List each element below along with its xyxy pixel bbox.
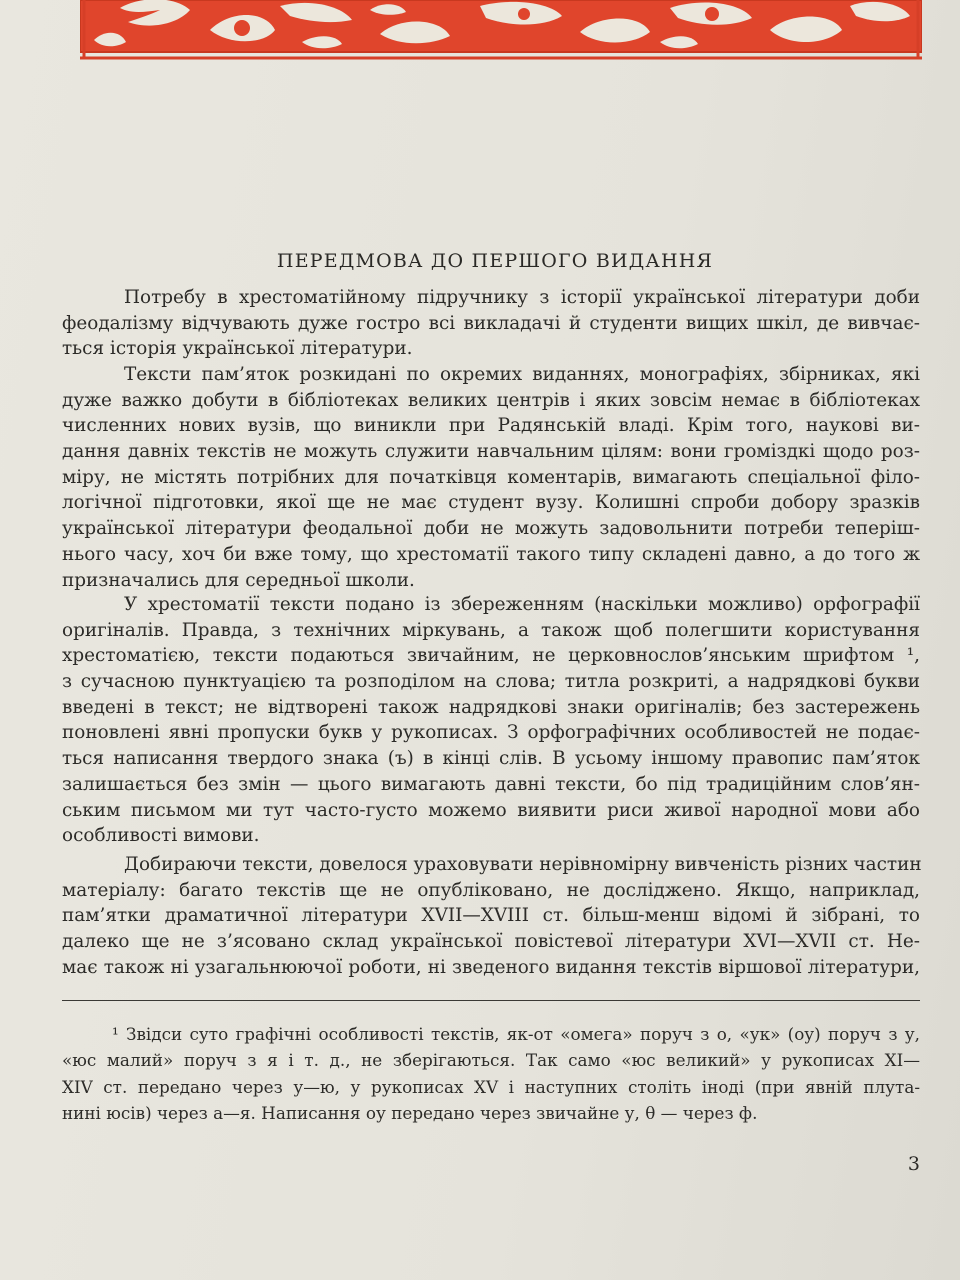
text-line: дуже важко добути в бібліотеках великих центрів і яких зовсім немає в бібліотеках [62, 389, 920, 411]
decorative-ornament-banner [80, 0, 922, 66]
footnote-divider [62, 1000, 920, 1001]
text-line: Потребу в хрестоматійному підручнику з історії української літератури доби [124, 287, 920, 308]
text-line: української літератури феодальної доби не можуть задовольнити потреби теперіш- [62, 518, 920, 540]
text-line: матеріалу: багато текстів ще не опубліковано, не досліджено. Якщо, наприклад, [62, 879, 920, 901]
paragraph-3 [62, 592, 920, 849]
text-line: феодалізму відчувають дуже гостро всі викладачі й студенти вищих шкіл, де вивчає- [62, 312, 920, 334]
text-line: призначались для середньої школи. [62, 569, 415, 591]
text-line: ться написання твердого знака (ъ) в кінці слів. В усьому іншому правопис пам’яток [62, 748, 920, 770]
text-line: особливості вимови. [62, 825, 260, 847]
text-line: хрестоматією, тексти подаються звичайним, не церковнослов’янським шрифтом ¹, [62, 645, 920, 667]
footnote-line: «юс малий» поруч з я і т. д., не зберігаються. Так само «юс великий» у рукописах XI— [62, 1050, 920, 1071]
text-line: міру, не містять потрібних для початківця коментарів, вимагають спеціальної філо- [62, 466, 920, 488]
text-line: Добираючи тексти, довелося ураховувати нерівномірну вивченість різних частин [124, 854, 922, 875]
text-line: У хрестоматії тексти подано із збереженням (наскільки можливо) орфографії [124, 594, 920, 615]
footnote [62, 1021, 920, 1126]
text-line: пам’ятки драматичної літератури XVII—XVIII ст. більш-менш відомі й зібрані, то [62, 905, 920, 927]
text-line: має також ні узагальнюючої роботи, ні зведеного видання текстів віршової літератури, [62, 956, 920, 978]
text-line: логічної підготовки, якої ще не має студент вузу. Колишні спроби добору зразків [62, 492, 920, 514]
paragraph-2 [62, 362, 920, 593]
text-line: залишається без змін — цього вимагають давні тексти, бо під традиційним слов’ян- [62, 773, 920, 795]
page-heading: ПЕРЕДМОВА ДО ПЕРШОГО ВИДАННЯ [276, 250, 714, 272]
paragraph-1 [62, 285, 920, 362]
text-line: дання давніх текстів не можуть служити навчальним цілям: вони громіздкі щодо роз- [62, 441, 920, 463]
text-line: нього часу, хоч би вже тому, що хрестоматії такого типу складені давно, а до того ж [62, 543, 920, 565]
text-line: ться історія української літератури. [62, 338, 413, 360]
text-line: Тексти пам’яток розкидані по окремих виданнях, монографіях, збірниках, які [124, 364, 920, 385]
text-line: далеко ще не з’ясовано склад української повістевої літератури XVI—XVII ст. Не- [62, 931, 920, 953]
text-line: введені в текст; не відтворені також надрядкові знаки оригіналів; без застережень [62, 696, 920, 718]
text-line: оригіналів. Правда, з технічних міркувань, а також щоб полегшити користування [62, 619, 920, 641]
footnote-line: XIV ст. передано через у—ю, у рукописах XV і наступних століть іноді (при явній плута- [62, 1076, 920, 1097]
footnote-line: нині юсів) через а—я. Написання оу передано через звичайне у, θ — через ф. [62, 1102, 758, 1123]
text-line: з сучасною пунктуацією та розподілом на слова; титла розкриті, а надрядкові букви [62, 671, 920, 693]
paragraph-4 [62, 852, 920, 980]
page-number: 3 [907, 1153, 920, 1175]
text-line: ським письмом ми тут часто-густо можемо виявити риси живої народної мови або [62, 799, 920, 821]
text-line: численних нових вузів, що виникли при Радянській владі. Крім того, наукові ви- [62, 415, 920, 437]
text-line: поновлені явні пропуски букв у рукописах. З орфографічних особливостей не подає- [62, 722, 920, 744]
footnote-line: ¹ Звідси суто графічні особливості текстів, як-от «омега» поруч з о, «ук» (оу) поруч з у, [112, 1024, 920, 1044]
